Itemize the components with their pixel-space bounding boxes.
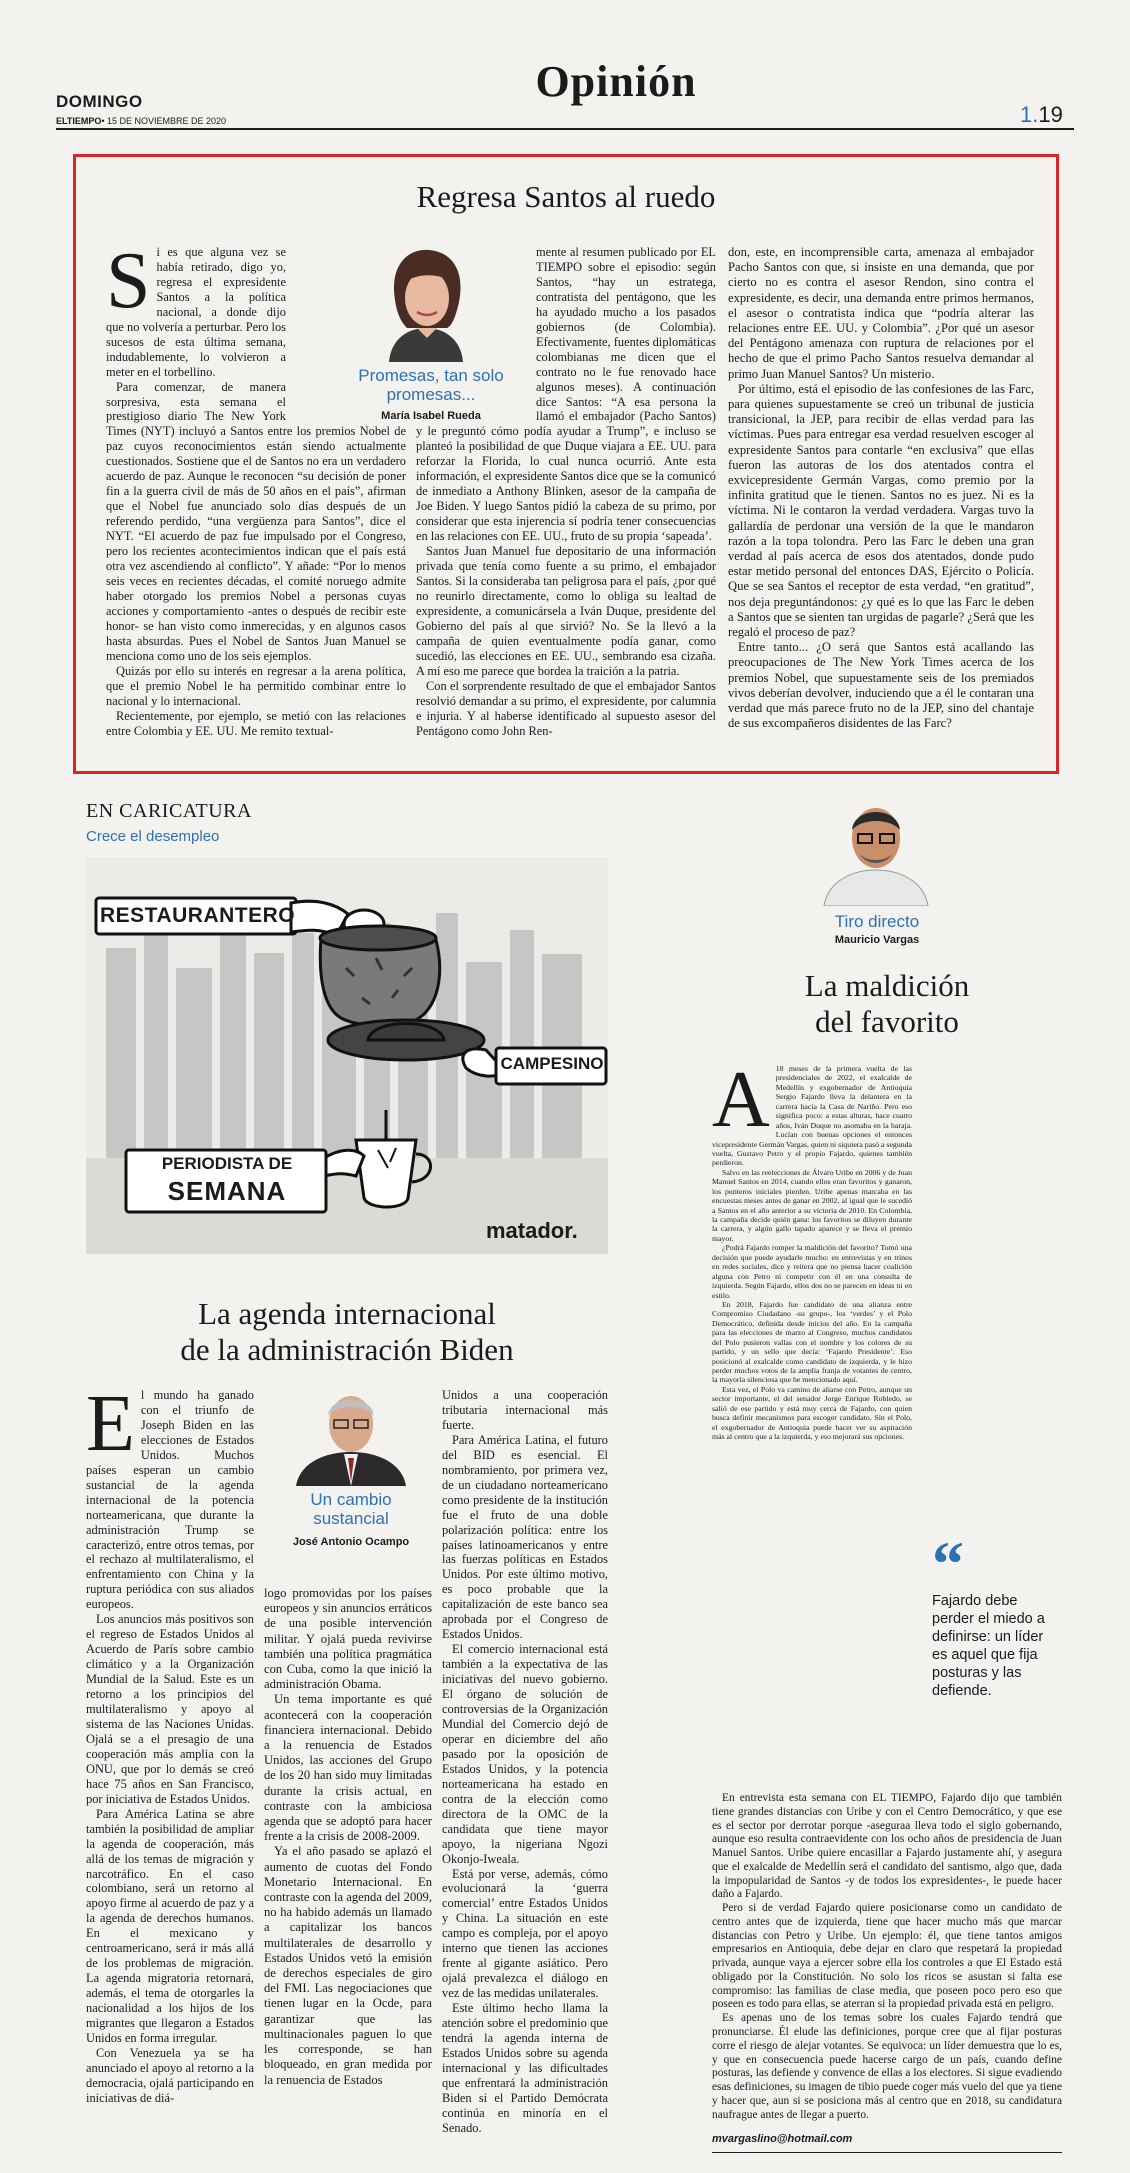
caricature-subtitle: Crece el desempleo	[86, 828, 220, 845]
paragraph: Este último hecho llama la atención sobre el predominio que tendrá la agenda interna de Estados Unidos sobre su agenda internacional y las dificultades que enfrentará la administración Biden si el Partido Demócrata continúa en minoría en el Senado.	[442, 2001, 608, 2135]
paragraph: i es que alguna vez se había retirado, digo yo, regresa el expresidente Santos a la política nacional, a donde dijo que no volvería a perturbar. Pero los sucesos de esta última semana, indudablemente, lo volvieron a meter en el torbellino.	[106, 245, 286, 379]
paragraph: Quizás por ello su interés en regresar a la arena política, que el premio Nobel le ha permitido combinar entre lo nacional y lo internacional.	[106, 663, 406, 708]
paragraph: En entrevista esta semana con EL TIEMPO, Fajardo dijo que también tiene grandes distancias con Uribe y con el Centro Democrático, y que ese es el sector por derrotar porque -aseguraa lleva todo el siglo gobernando, aunque eso resulta contraevidente con los ocho años de presidencia de Juan Manuel Santos. Uribe quiere encasillar a Fajardo justamente ahí, y asegura que el exalcalde de Medellín será el candidato del santismo, algo que, dada la impopularidad de Santos -y de todos los expresidentes-, le puede hacer daño a Fajardo.	[712, 1792, 1062, 1901]
column-name: Promesas, tan solo promesas...	[358, 366, 504, 404]
page-prefix: 1.	[1020, 102, 1039, 127]
photo-space	[286, 245, 406, 415]
caricature-kicker: EN CARICATURA	[86, 800, 252, 822]
article-col-2	[264, 1586, 432, 2146]
pull-quote: Fajardo debe perder el miedo a definirse: un líder es aquel que fija posturas y las defiende.	[932, 1593, 1045, 1699]
article-title-line-1: La maldición	[804, 968, 970, 1003]
article-title-line-2: del favorito	[815, 1004, 959, 1039]
paragraph: Santos Juan Manuel fue depositario de una información privada que tenía como fuente a su primo, el embajador Santos. Si la consideraba tan peligrosa para el país, ¿por qué no reunirlo directamente, como lo obliga su lealtad de expresidente, a comunicársela a Iván Duque, presidente del Gobierno del país al que sirvió? No. Se la llevó a la campaña de quien eventualmente podía ganar, como sucedió, las elecciones en EE. UU., sembrando esa cizaña. A mí eso me parece que bordea la traición a la patria.	[416, 544, 716, 678]
paragraph: l mundo ha ganado con el triunfo de Joseph Biden en las elecciones de Estados Unidos. Muchos países esperan un cambio sustancial de la agenda internacional de la potencia norteamericana, que durante la administración Trump se caracterizó, entre otros temas, por el rechazo al multilateralismo, el enfrentamiento con China y la ruptura periódica con sus aliados europeos.	[86, 1388, 254, 1612]
paragraph: Está por verse, además, cómo evolucionará la ‘guerra comercial’ entre Estados Unidos y China. La situación en este campo es compleja, por el apoyo interno que tienen las acciones frente al gigante asiático. Pero ojalá prevalezca el diálogo en vez de las medidas unilaterales.	[442, 1866, 608, 2001]
dropcap: E	[86, 1388, 135, 1468]
article-title-line-2: de la administración Biden	[180, 1332, 514, 1367]
paragraph: Es apenas uno de los temas sobre los cuales Fajardo tendrá que pronunciarse. Él elude las definiciones, porque cree que al fijar posturas corre el riesgo de alejar votantes. Se equivoca: un líder demuestra que lo es, y que en consecuencia puede hacerse cargo de un país, cuando define posturas, las defiende y convence de ellas a los electores. Si sigue evadiendo esas definiciones, su imagen de tibio puede coger más vuelo del que ya tiene y hacer que, aun si se posiciona más al centro que en 2018, su candidatura naufrague antes de llegar a puerto.	[712, 2012, 1062, 2121]
date-line	[56, 116, 226, 126]
column-name: Un cambio sustancial	[310, 1490, 392, 1528]
article-title-line-1: La agenda internacional	[198, 1296, 496, 1331]
paragraph: logo promovidas por los países europeos y sin anuncios erráticos de una posible intervención militar. Y ojalá pueda revivirse también una política pragmática con Cuba, como la que inició la administración Obama.	[264, 1586, 432, 1692]
caricature-image	[86, 858, 608, 1254]
article-biden	[86, 1296, 608, 2156]
header-rule	[56, 128, 1074, 130]
paragraph: mente al resumen publicado por EL TIEMPO sobre el episodio: según Santos, “hay un estratega, contratista del pentágono, que les ha ayudado mucho a los pasados gobiernos (de Colombia). Efectivamente, fuentes diplomáticas colombianas me dicen que el contrato no le fue renovado hace algunos meses). A continuación dice Santos: “A esa persona la llamó el embajador (Pacho Santos) y le preguntó cómo podía ayudar a Trump”, e incluso se planteó la posibilidad de que Duque viajara a EE. UU. para reforzar la Florida, lo cual nunca ocurrió. Ante esta información, el expresidente Santos dice que se la comunicó de inmediato a Anthony Blinken, asesor de la campaña de Joe Biden. Y luego Santos pidió la cabeza de su primo, por considerar que esta injerencia sí podría tener consecuencias en las relaciones con EE. UU., fruto de su propia ‘sapeada’.	[416, 245, 716, 544]
day-label: DOMINGO	[56, 92, 143, 111]
paragraph: Ya el año pasado se aplazó el aumento de cuotas del Fondo Monetario Internacional. En contraste con la agenda del 2009, no ha habido además un llamado a capitalizar los bancos multilaterales de desarrollo y Estados Unidos vetó la emisión de derechos especiales de giro del FMI. Las negociaciones que tienen lugar en la Ocde, para garantizar que las multinacionales paguen lo que les corresponde, se han bloqueado, en gran medida por la renuencia de Estados	[264, 1844, 432, 2087]
paragraph: El comercio internacional está también a la expectativa de las iniciativas del nuevo gobierno. El órgano de solución de controversias de la Organización Mundial del Comercio dejó de operar en diciembre del año pasado por la oposición de Estados Unidos, y la potencia norteamericana ha estado en contra de la elección como directora de la OMC de la candidata que tiene mayor apoyo, la nigeriana Ngozi Okonjo-Iweala.	[442, 1642, 608, 1866]
author-name: José Antonio Ocampo	[292, 1536, 410, 1548]
label-periodista-2: SEMANA	[167, 1176, 287, 1206]
page-num: 19	[1038, 102, 1063, 127]
article-col-1-inner	[106, 245, 406, 738]
paragraph: Los anuncios más positivos son el regreso de Estados Unidos al Acuerdo de París sobre cambio climático y a la Organización Mundial de la Salud. Este es un retorno a los principios del multilateralismo y apoyo al sistema de las Naciones Unidas. Ojalá se a el presagio de una cooperación más amplia con la ONU, que por lo demás se creó hace 75 años en San Francisco, por iniciativa de Estados Unidos.	[86, 1612, 254, 1806]
paragraph: Recientemente, por ejemplo, se metió con las relaciones entre Colombia y EE. UU. Me remito textual-	[106, 708, 406, 738]
author-block	[266, 1386, 436, 1556]
author-photo	[816, 796, 936, 906]
author-photo	[286, 1386, 416, 1486]
date-text: • 15 DE NOVIEMBRE DE 2020	[101, 116, 227, 126]
paragraph: 18 meses de la primera vuelta de las presidenciales de 2022, el exalcalde de Medellín y exgobernador de Antioquia Sergio Fajardo lleva la delantera en la carrera hacia la Casa de Nariño. Pero eso significa poco: a estas alturas, hace cuatro años, Iván Duque no asomaba en la baraja. Lucían con buenas opciones el entonces vicepresidente Germán Vargas, quien ni siquiera pasó a segunda vuelta, Gustavo Petro y el propio Fajardo, quienes también perdieron.	[712, 1064, 912, 1168]
column-name: Tiro directo	[834, 912, 920, 931]
author-email[interactable]: mvargaslino@hotmail.com	[712, 2133, 853, 2145]
article-col-2	[416, 175, 716, 745]
caricature-section	[86, 796, 608, 1266]
paragraph: Con el sorprendente resultado de que el embajador Santos resolvió demandar a su primo, el expresidente, por calumnia e injuria. Y al haberse identificado al supuesto asesor del Pentágono como John Ren-	[416, 678, 716, 738]
paragraph: Pero si de verdad Fajardo quiere posicionarse como un candidato de centro antes que de izquierda, tiene que hacer mucho más que marcar distancias con Petro y Uribe. Un ejemplo: él, que tiene tantos amigos empresarios en Antioquia, debe dejar en claro que respetará la propiedad privada, aunque vaya a ejercer sobre ella los controles a que El Estado está obligado por la Constitución. No solo los ricos se asustan si falta ese compromiso: las familias de clase media, que poseen poco pero eso que poseen es todo para ellas, se aterran si la propiedad privada está en peligro.	[712, 1902, 1062, 2011]
paragraph: Esta vez, el Polo va camino de aliarse con Petro, aunque un sector importante, el del senador Jorge Enrique Robledo, se salió de ese partido y está muy cerca de Fajardo, con quien busca definir mecanismos para escoger candidato. Sin el Polo, el exgobernador de Antioquia puede hacer ver su aspiración más al centro que a la izquierda, y eso mejorará sus opciones.	[712, 1384, 912, 1442]
paragraph: Unidos a una cooperación tributaria internacional más fuerte.	[442, 1388, 608, 1432]
paragraph: Por último, está el episodio de las confesiones de las Farc, para quienes supuestamente se creó un tribunal de justicia transicional, la JEP, para recibir de ellas verdad para las víctimas. Pues para entregar esa verdad resuelven escoger al expresidente Santos para contarle “en exclusiva” que ellas fueron las autoras de los dos atentados contra el exvicepresidente Germán Vargas, como premio por la infinita gratitud que le tienen. Santos no es juez. Ni es la víctima. Ni le contaron la verdad verdadera. Vargas tuvo la gallardía de perdonar una versión de la que le mandaron razón a la topa tolondra. Pero las Farc le deben una gran verdad al país acerca de esos dos atentados, donde pudo estar metido personal del entonces DAS, Ejército o Policía. Que se sea Santos el receptor de esta verdad, “en gratitud”, nos deja preguntándonos: ¿y qué es lo que las Farc le deben a Santos que se sienten tan urgidas de pagarle? ¿Será que les regaló el proceso de paz?	[728, 381, 1034, 640]
label-campesino: CAMPESINO	[500, 1054, 604, 1073]
dropcap: A	[712, 1064, 770, 1144]
paragraph: Para comenzar, de manera sorpresiva, esta semana el prestigioso diario The New York Times (NYT) incluyó a Santos entre los premios Nobel de paz cuyos reconocimientos están siendo actualmente cuestionados. Sostiene que el de Santos no era un verdadero acuerdo de paz. Aunque le reconocen “su decisión de poner fin a la guerra civil de más de 50 años en el país”, afirman que el Nobel fue anunciado solo días después de un referendo perdido, “una vergüenza para Santos”, dice el NYT. “El acuerdo de paz fue impulsado por el Congreso, pero los recientes acontecimientos indican que el país está otra vez ascendiendo al conflicto”. Y añade: “Por lo menos seis veces en recientes décadas, el comité noruego admite haber otorgado los premios Nobel a personas cuyas acciones y comportamiento -antes o después de recibir este honor- se han visto como inmerecidas, y en algunos casos hasta absurdas. Pues el Nobel de Santos Juan Manuel se menciona como uno de los seis ejemplos.	[106, 379, 406, 663]
masthead	[56, 0, 1074, 140]
paragraph: ¿Podrá Fajardo romper la maldición del favorito? Tomó una decisión que puede ayudarle mucho: en entrevistas y en trinos en redes sociales, dice y reitera que no piensa hacer coalición alguna con Petro ni competir con él en una consulta de izquierda. Según Fajardo, ellos dos no se parecen en ideas ni en estilo.	[712, 1243, 912, 1300]
bottom-rule	[712, 2152, 1062, 2153]
label-periodista-1: PERIODISTA DE	[161, 1154, 293, 1173]
section-title: Opinión	[535, 57, 697, 106]
article-body-bottom	[712, 1792, 1062, 2122]
paragraph: Salvo en las reelecciones de Álvaro Uribe en 2006 y de Juan Manuel Santos en 2014, cuando ellos eran favoritos y ganaron, los punteros iniciales pierden. Uribe apenas marcaba en las encuestas meses antes de ganar en 2002, al igual que le sucedió a Santos en el año anterior a su victoria de 2010. En Colombia, la campaña decide quién gana: los favoritos se diluyen durante la carrera, y algún gallo tapado aparece y se lleva el premio mayor.	[712, 1167, 912, 1243]
paragraph: En 2018, Fajardo fue candidato de una alianza entre Compromiso Ciudadano -su grupo-, los ‘verdes’ y el Polo Democrático, definida desde inicios del año. En la campaña para las elecciones de marzo al Congreso, muchos candidatos del Polo pusieron vallas con el nombre y los colores de su partido, y un sello que decía: ‘Fajardo Presidente’. Eso posicionó al exalcalde como candidato de izquierda, y le hizo perder muchos votos de la amplia franja de votantes de centro, la mayoría silenciosa que he mencionado aquí.	[712, 1299, 912, 1385]
article-fajardo	[712, 796, 1062, 2166]
paper-name: ELTIEMPO	[56, 116, 102, 126]
article-col-1	[86, 1388, 254, 2148]
paragraph: Con Venezuela ya se ha anunciado el apoyo al retorno a la democracia, ojalá participando en iniciativas de diá-	[86, 2045, 254, 2105]
paragraph: Para América Latina, el futuro del BID es esencial. El nombramiento, por primera vez, de un ciudadano norteamericano como presidente de la institución fue el fruto de una doble polarización política: entre los países latinoamericanos y entre las fuerzas políticas en Estados Unidos. Por este último motivo, es poco probable que la capitalización de este banco sea aprobada por el Congreso de Estados Unidos.	[442, 1432, 608, 1642]
author-name: María Isabel Rueda	[381, 410, 481, 422]
paragraph: Para América Latina se abre también la posibilidad de ampliar la agenda de cooperación, más allá de los temas de migración y narcotráfico. En el caso colombiano, será un retorno al apoyo firme al acuerdo de paz y a la agenda de derechos humanos. En el mexicano y centroamericano, será ir más allá de los problemas de migración. La agenda migratoria retornará, además, el tema de otorgarles la nacionalidad a los hijos de los migrantes que llegaron a Estados Unidos en forma irregular.	[86, 1806, 254, 2045]
paragraph: Un tema importante es qué acontecerá con la cooperación financiera internacional. Debido a la renuencia de Estados Unidos, las acciones del Grupo de los 20 han sido muy limitadas durante la crisis actual, en contraste con la ambiciosa agenda que se adoptó para hacer frente a la crisis de 2008-2009.	[264, 1692, 432, 1844]
page-number	[1020, 102, 1063, 128]
article-title: Regresa Santos al ruedo	[416, 179, 716, 214]
photo-space	[416, 245, 536, 415]
paragraph: don, este, en incomprensible carta, amenaza al embajador Pacho Santos con que, si insiste en una demanda, que por cierto no es contra el asesor Rendon, sino contra el expresidente, es decir, una demanda entre primos hermanos, el asesor o contratista indica que “podría alterar las relaciones entre EE. UU. y Colombia”. ¿Por qué un asesor del Pentágono amenaza con ruptura de relaciones por el hecho de que el primo Pacho Santos resuelva demandar al primo Juan Manuel Santos? Un misterio.	[728, 245, 1034, 381]
paragraph: Entre tanto... ¿O será que Santos está acallando las preocupaciones de The New York Times acerca de los premios Nobel, que supuestamente seis de los premiados vivos deberían devolver, induciendo que a él le contaran una verdad que más parece fruto no de la JEP, sino del chantaje de sus excompañeros disidentes de las Farc?	[728, 640, 1034, 731]
cartoonist-signature: matador.	[486, 1218, 578, 1243]
label-restaurantero: RESTAURANTERO	[100, 904, 296, 927]
author-name: Mauricio Vargas	[834, 934, 920, 946]
article-col-3	[728, 245, 1034, 745]
article-col-3	[442, 1388, 608, 2148]
featured-column-frame	[73, 154, 1059, 774]
dropcap: S	[106, 245, 151, 325]
quote-mark-icon: “	[932, 1528, 964, 1599]
article-col-1	[106, 245, 406, 745]
